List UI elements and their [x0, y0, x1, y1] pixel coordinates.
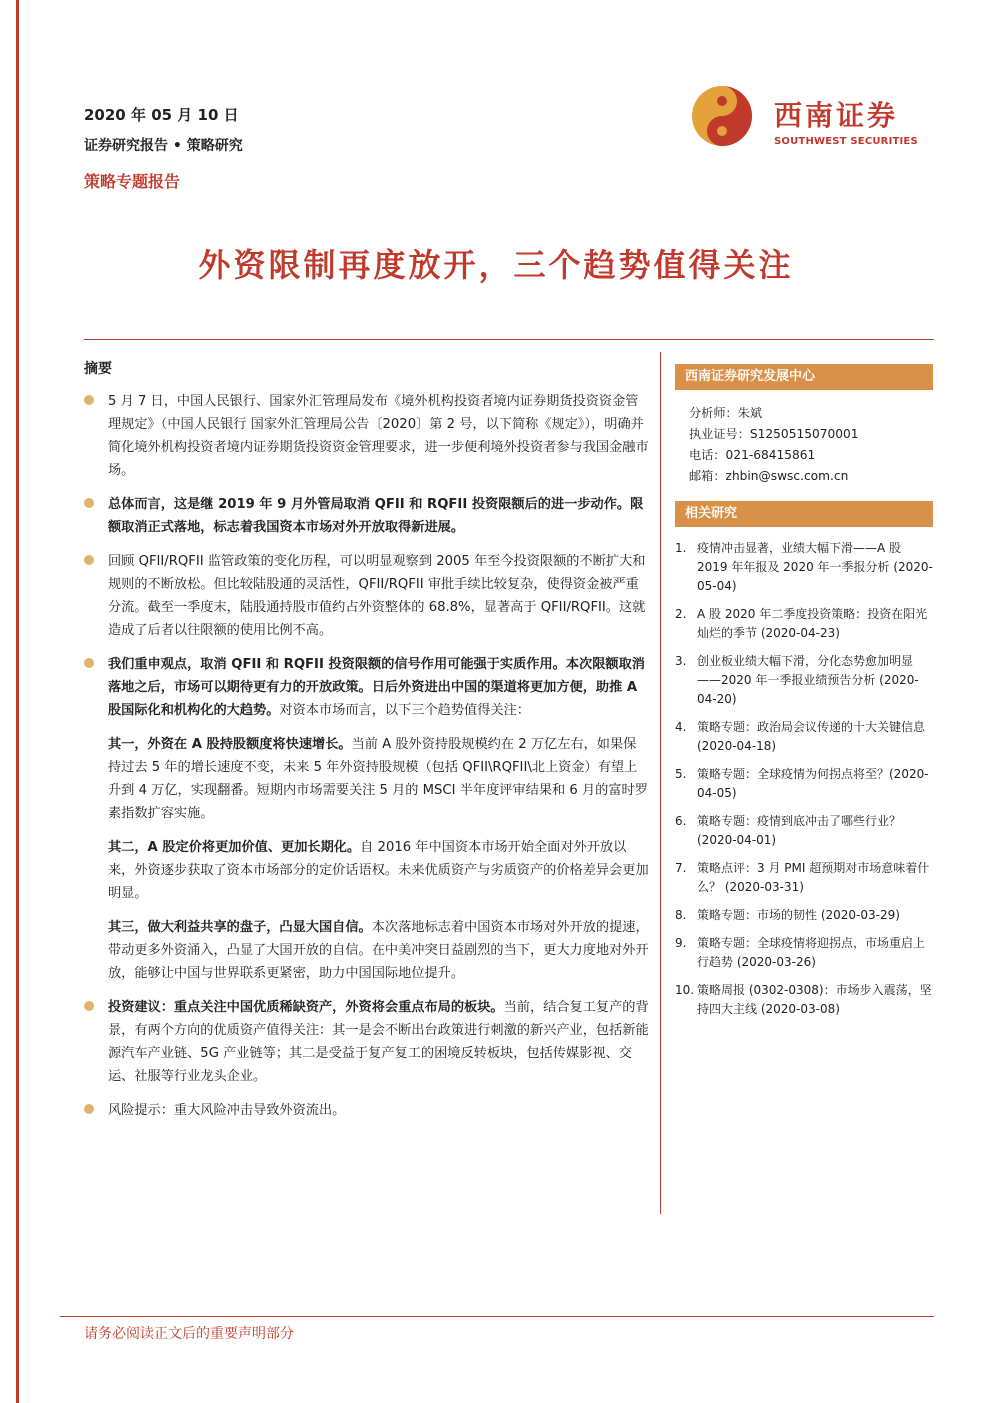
paragraph-text: 本次落地标志着中国资本市场对外开放的提速，带动更多外资涌入，凸显了大国开放的自信。在中美冲突日益剧烈的当下，更大力度地对外开放，能够让中国与世界联系更紧密，助力中国国际地位提升。 [108, 920, 649, 981]
analyst-info [675, 390, 933, 487]
paragraph-text: 自 2016 年中国资本市场开始全面对外开放以来，外资逐步获取了资本市场部分的定价话语权。未来优质资产与劣质资产的价格差异会更加明显。 [108, 840, 649, 901]
paragraph-text: 对资本市场而言，以下三个趋势值得关注： [279, 703, 530, 718]
related-research-item[interactable] [675, 718, 933, 756]
related-research-item[interactable] [675, 605, 933, 643]
related-research-item[interactable] [675, 539, 933, 596]
related-research-number: 5. [675, 767, 687, 781]
related-research-item[interactable] [675, 906, 933, 925]
abstract-paragraph [84, 1099, 649, 1122]
abstract-paragraph [84, 493, 649, 539]
abstract-section [84, 358, 649, 1133]
related-research-title: 疫情冲击显著，业绩大幅下滑——A 股 2019 年年报及 2020 年一季报分析 (2020-05-04) [697, 541, 933, 593]
bullet-icon [84, 1104, 94, 1114]
analyst-email: 邮箱：zhbin@swsc.com.cn [689, 469, 849, 483]
analyst-name: 分析师：朱斌 [689, 406, 763, 420]
report-category: 策略专题报告 [84, 172, 181, 191]
paragraph-text: 回顾 QFII/RQFII 监管政策的变化历程，可以明显观察到 2005 年至今投资限额的不断扩大和规则的不断放松。但比较陆股通的灵活性，QFII/RQFII 审批手续比较复杂，使得资金被严重分流。截至一季度末，陆股通持股市值约占外资整体的 68.8%，显著高于 QFII/RQFII。这就造成了后者以往限额的使用比例不高。 [108, 554, 646, 638]
related-research-number: 7. [675, 861, 687, 875]
related-research-number: 4. [675, 720, 687, 734]
report-header [84, 104, 243, 192]
sidebar [675, 364, 933, 1028]
related-research-title: 策略周报 (0302-0308)：市场步入震荡，坚持四大主线 (2020-03-08) [697, 983, 932, 1016]
related-research-title: 策略专题：全球疫情将迎拐点，市场重启上行趋势 (2020-03-26) [697, 936, 926, 969]
related-research-number: 10. [675, 983, 695, 997]
report-series: 证券研究报告 • 策略研究 [84, 138, 243, 154]
related-research-bar: 相关研究 [675, 501, 933, 527]
abstract-paragraph [84, 733, 649, 825]
company-logo [690, 84, 930, 154]
abstract-paragraph [84, 916, 649, 985]
paragraph-text: 风险提示：重大风险冲击导致外资流出。 [108, 1103, 346, 1118]
abstract-paragraph [84, 653, 649, 722]
left-margin-rule [16, 0, 19, 1403]
abstract-heading: 摘要 [84, 361, 112, 377]
related-research-item[interactable] [675, 934, 933, 972]
abstract-paragraph [84, 550, 649, 642]
related-research-number: 6. [675, 814, 687, 828]
paragraph-emphasis: 其三，做大利益共享的盘子，凸显大国自信。 [108, 920, 372, 935]
related-research-title: 策略专题：疫情到底冲击了哪些行业？(2020-04-01) [697, 814, 902, 847]
paragraph-emphasis: 总体而言，这是继 2019 年 9 月外管局取消 QFII 和 RQFII 投资限额后的进一步动作。限额取消正式落地，标志着我国资本市场对外开放取得新进展。 [108, 497, 644, 535]
report-date: 2020 年 05 月 10 日 [84, 106, 239, 124]
research-center-bar: 西南证券研究发展中心 [675, 364, 933, 390]
footer-disclaimer: 请务必阅读正文后的重要声明部分 [84, 1326, 294, 1342]
abstract-paragraph [84, 996, 649, 1088]
analyst-license: 执业证号：S1250515070001 [689, 427, 859, 441]
related-research-item[interactable] [675, 981, 933, 1019]
paragraph-emphasis: 投资建议：重点关注中国优质稀缺资产，外资将会重点布局的板块。 [108, 1000, 504, 1015]
logo-emblem-icon [690, 84, 754, 148]
related-research-title: 策略专题：政治局会议传递的十大关键信息 (2020-04-18) [697, 720, 926, 753]
related-research-number: 2. [675, 607, 687, 621]
abstract-paragraph [84, 836, 649, 905]
related-research-title: A 股 2020 年二季度投资策略：投资在阳光灿烂的季节 (2020-04-23) [697, 607, 928, 640]
related-research-item[interactable] [675, 765, 933, 803]
related-research-title: 策略专题：市场的韧性 (2020-03-29) [697, 908, 900, 922]
footer-divider [60, 1316, 934, 1317]
related-research-title: 策略专题：全球疫情为何拐点将至？(2020-04-05) [697, 767, 929, 800]
related-research-item[interactable] [675, 652, 933, 709]
paragraph-emphasis: 其一，外资在 A 股持股额度将快速增长。 [108, 737, 352, 752]
abstract-body [84, 390, 649, 1122]
header-divider [84, 339, 934, 340]
paragraph-text: 5 月 7 日，中国人民银行、国家外汇管理局发布《境外机构投资者境内证券期货投资资金管理规定》（中国人民银行 国家外汇管理局公告〔2020〕第 2 号，以下简称《规定》），明确并简化境外机构投资者境内证券期货投资资金管理要求，进一步便利境外投资者参与我国金融市场。 [108, 394, 649, 478]
bullet-icon [84, 658, 94, 668]
paragraph-text: 当前 A 股外资持股规模约在 2 万亿左右，如果保持过去 5 年的增长速度不变，未来 5 年外资持股规模（包括 QFII\RQFII\北上资金）有望上升到 4 万亿，实现翻番。短期内市场需要关注 5 月的 MSCI 半年度评审结果和 6 月的富时罗素指数扩容实施。 [108, 737, 648, 821]
bullet-icon [84, 395, 94, 405]
bullet-icon [84, 498, 94, 508]
paragraph-emphasis: 我们重申观点，取消 QFII 和 RQFII 投资限额的信号作用可能强于实质作用。本次限额取消落地之后，市场可以期待更有力的开放政策。日后外资进出中国的渠道将更加方便，助推 A 股国际化和机构化的大趋势。 [108, 657, 645, 718]
related-research-number: 9. [675, 936, 687, 950]
bullet-icon [84, 1001, 94, 1011]
paragraph-text: 当前，结合复工复产的背景，有两个方向的优质资产值得关注：其一是会不断出台政策进行刺激的新兴产业，包括新能源汽车产业链、5G 产业链等；其二是受益于复产复工的困境反转板块，包括传媒影视、交运、社服等行业龙头企业。 [108, 1000, 649, 1084]
logo-name-cn: 西南证券 [774, 99, 899, 132]
related-research-item[interactable] [675, 812, 933, 850]
bullet-icon [84, 555, 94, 565]
related-research-number: 3. [675, 654, 687, 668]
related-research-number: 8. [675, 908, 687, 922]
related-research-title: 创业板业绩大幅下滑，分化态势愈加明显——2020 年一季报业绩预告分析 (2020-04-20) [697, 654, 919, 706]
report-title: 外资限制再度放开，三个趋势值得关注 [198, 246, 794, 284]
paragraph-emphasis: 其二，A 股定价将更加价值、更加长期化。 [108, 840, 361, 855]
analyst-phone: 电话：021-68415861 [689, 448, 816, 462]
column-divider [660, 352, 661, 1214]
abstract-paragraph [84, 390, 649, 482]
related-research-title: 策略点评：3 月 PMI 超预期对市场意味着什么？ (2020-03-31) [697, 861, 930, 894]
related-research-list [675, 527, 933, 1019]
related-research-number: 1. [675, 541, 687, 555]
logo-name-en: SOUTHWEST SECURITIES [774, 136, 918, 147]
related-research-item[interactable] [675, 859, 933, 897]
